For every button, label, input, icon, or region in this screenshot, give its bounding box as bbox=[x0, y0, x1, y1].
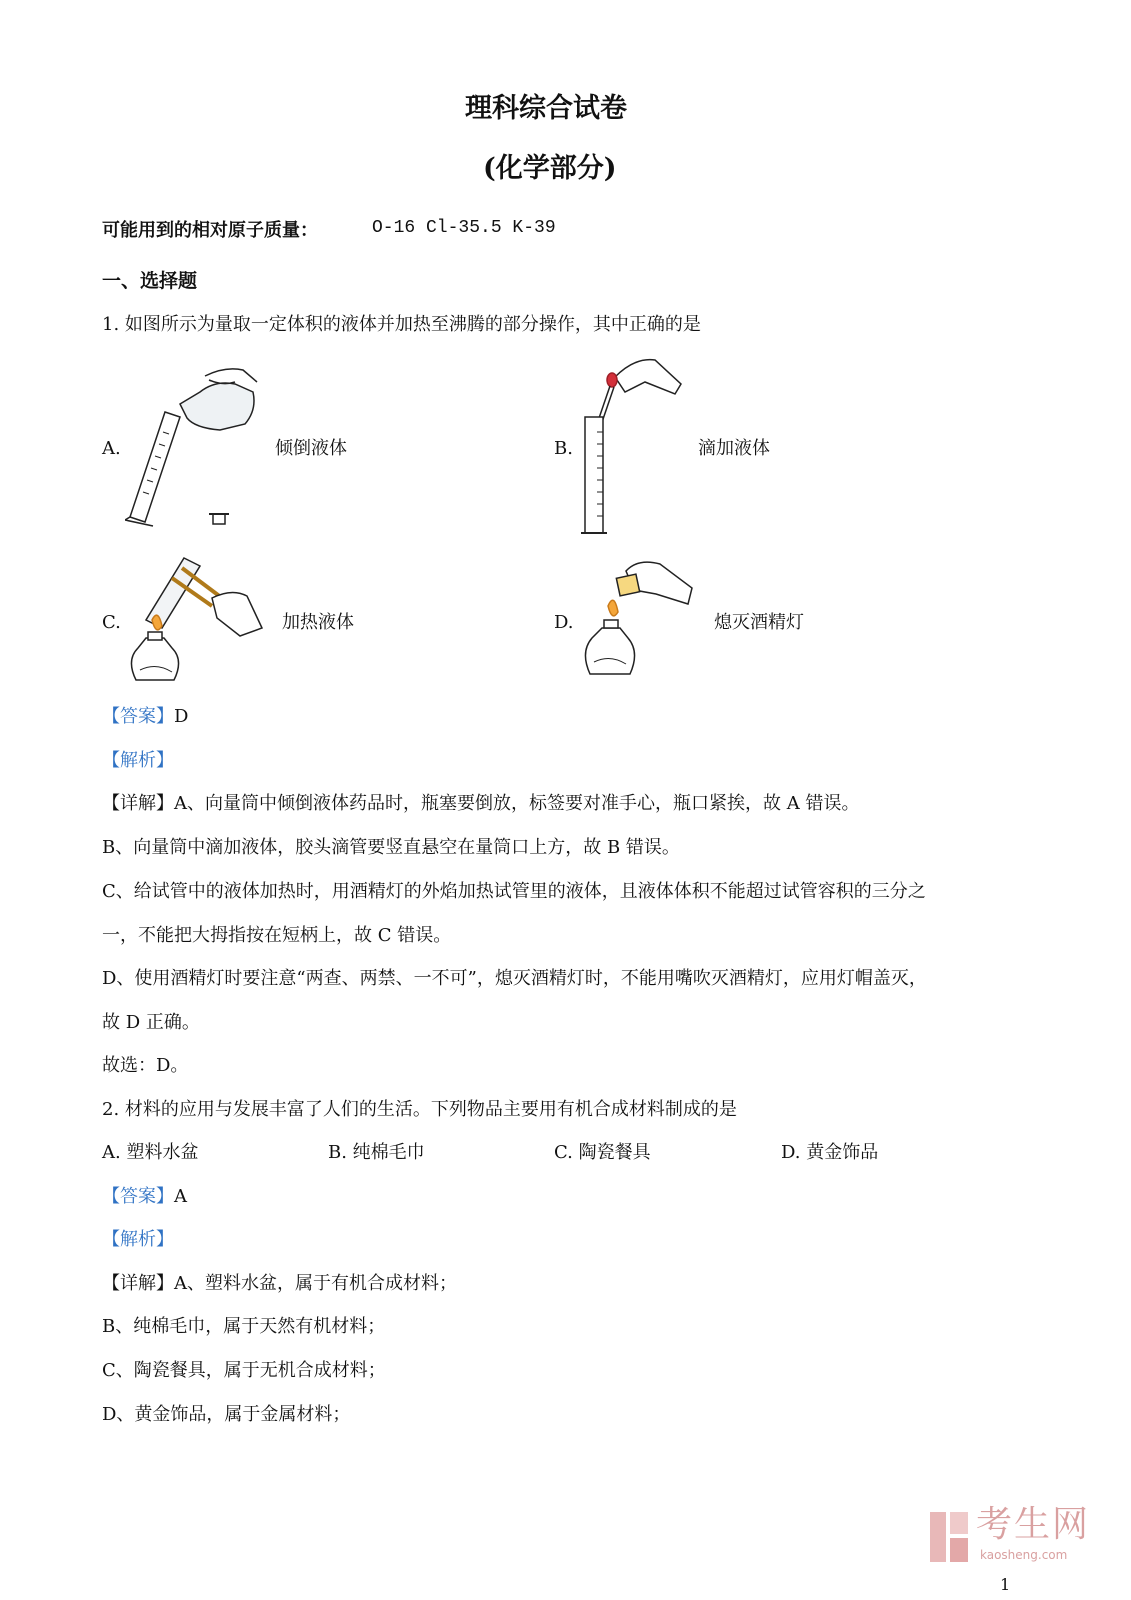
q2-option-a: A. 塑料水盆 bbox=[102, 1142, 199, 1163]
q1-option-c-caption: 加热液体 bbox=[282, 612, 354, 633]
q2-option-d: D. 黄金饰品 bbox=[781, 1142, 879, 1163]
section-heading: 一、选择题 bbox=[102, 270, 198, 292]
q1-answer bbox=[102, 706, 188, 728]
q1-detail-line-6: 故 D 正确。 bbox=[102, 1012, 200, 1033]
atomic-mass-values: O-16 Cl-35.5 K-39 bbox=[372, 218, 556, 238]
q1-detail-line-2: B、向量筒中滴加液体，胶头滴管要竖直悬空在量筒口上方，故 B 错误。 bbox=[102, 837, 680, 858]
watermark-url: kaosheng.com bbox=[980, 1548, 1068, 1562]
detail-text: A、向量筒中倾倒液体药品时，瓶塞要倒放，标签要对准手心，瓶口紧挨，故 A 错误。 bbox=[174, 793, 860, 814]
q2-answer bbox=[102, 1186, 187, 1208]
watermark-logo bbox=[928, 1504, 1098, 1570]
q1-option-b-caption: 滴加液体 bbox=[698, 438, 770, 459]
detail-tag: 【详解】 bbox=[102, 1273, 174, 1294]
q2-option-b: B. 纯棉毛巾 bbox=[328, 1142, 425, 1163]
q2-detail-line-4: D、黄金饰品，属于金属材料； bbox=[102, 1404, 351, 1425]
q1-analysis-tag: 【解析】 bbox=[102, 750, 174, 771]
q1-detail-line-5: D、使用酒精灯时要注意“两查、两禁、一不可”，熄灭酒精灯时，不能用嘴吹灭酒精灯，应用灯帽盖灭， bbox=[102, 968, 927, 989]
q2-detail-line-3: C、陶瓷餐具，属于无机合成材料； bbox=[102, 1360, 386, 1381]
q1-option-a-caption: 倾倒液体 bbox=[275, 438, 347, 459]
heating-liquid-figure bbox=[122, 548, 267, 693]
extinguish-lamp-figure bbox=[578, 556, 698, 691]
q1-conclusion: 故选：D。 bbox=[102, 1055, 189, 1076]
q1-option-d-letter: D. bbox=[554, 612, 574, 633]
answer-value: D bbox=[174, 706, 189, 727]
q1-option-a-letter: A. bbox=[102, 438, 121, 459]
answer-tag: 【答案】 bbox=[102, 1186, 174, 1207]
q2-detail-line-1 bbox=[102, 1273, 457, 1295]
atomic-mass-label: 可能用到的相对原子质量： bbox=[102, 220, 318, 241]
page-title: 理科综合试卷 bbox=[465, 93, 627, 124]
watermark-text: 考生网 bbox=[976, 1504, 1091, 1545]
q1-detail-line-4: 一，不能把大拇指按在短柄上，故 C 错误。 bbox=[102, 925, 452, 946]
detail-tag: 【详解】 bbox=[102, 793, 174, 814]
q2-detail-line-2: B、纯棉毛巾，属于天然有机材料； bbox=[102, 1316, 386, 1337]
q2-option-c: C. 陶瓷餐具 bbox=[554, 1142, 651, 1163]
page-subtitle: (化学部分) bbox=[483, 153, 617, 184]
answer-tag: 【答案】 bbox=[102, 706, 174, 727]
pouring-liquid-figure bbox=[125, 362, 260, 532]
q1-option-c-letter: C. bbox=[102, 612, 121, 633]
q1-detail-line-1 bbox=[102, 793, 859, 815]
answer-value: A bbox=[174, 1186, 187, 1207]
watermark-icon bbox=[928, 1508, 972, 1566]
q2-analysis-tag: 【解析】 bbox=[102, 1229, 174, 1250]
q1-option-d-caption: 熄灭酒精灯 bbox=[714, 612, 804, 633]
q1-option-b-letter: B. bbox=[554, 438, 573, 459]
q1-detail-line-3: C、给试管中的液体加热时，用酒精灯的外焰加热试管里的液体，且液体体积不能超过试管容积的三分之 bbox=[102, 881, 926, 902]
q1-stem: 1. 如图所示为量取一定体积的液体并加热至沸腾的部分操作，其中正确的是 bbox=[102, 314, 701, 335]
dropping-liquid-figure bbox=[575, 352, 685, 540]
q2-stem: 2. 材料的应用与发展丰富了人们的生活。下列物品主要用有机合成材料制成的是 bbox=[102, 1099, 737, 1120]
page-number: 1 bbox=[1000, 1575, 1011, 1594]
detail-text: A、塑料水盆，属于有机合成材料； bbox=[174, 1273, 457, 1294]
